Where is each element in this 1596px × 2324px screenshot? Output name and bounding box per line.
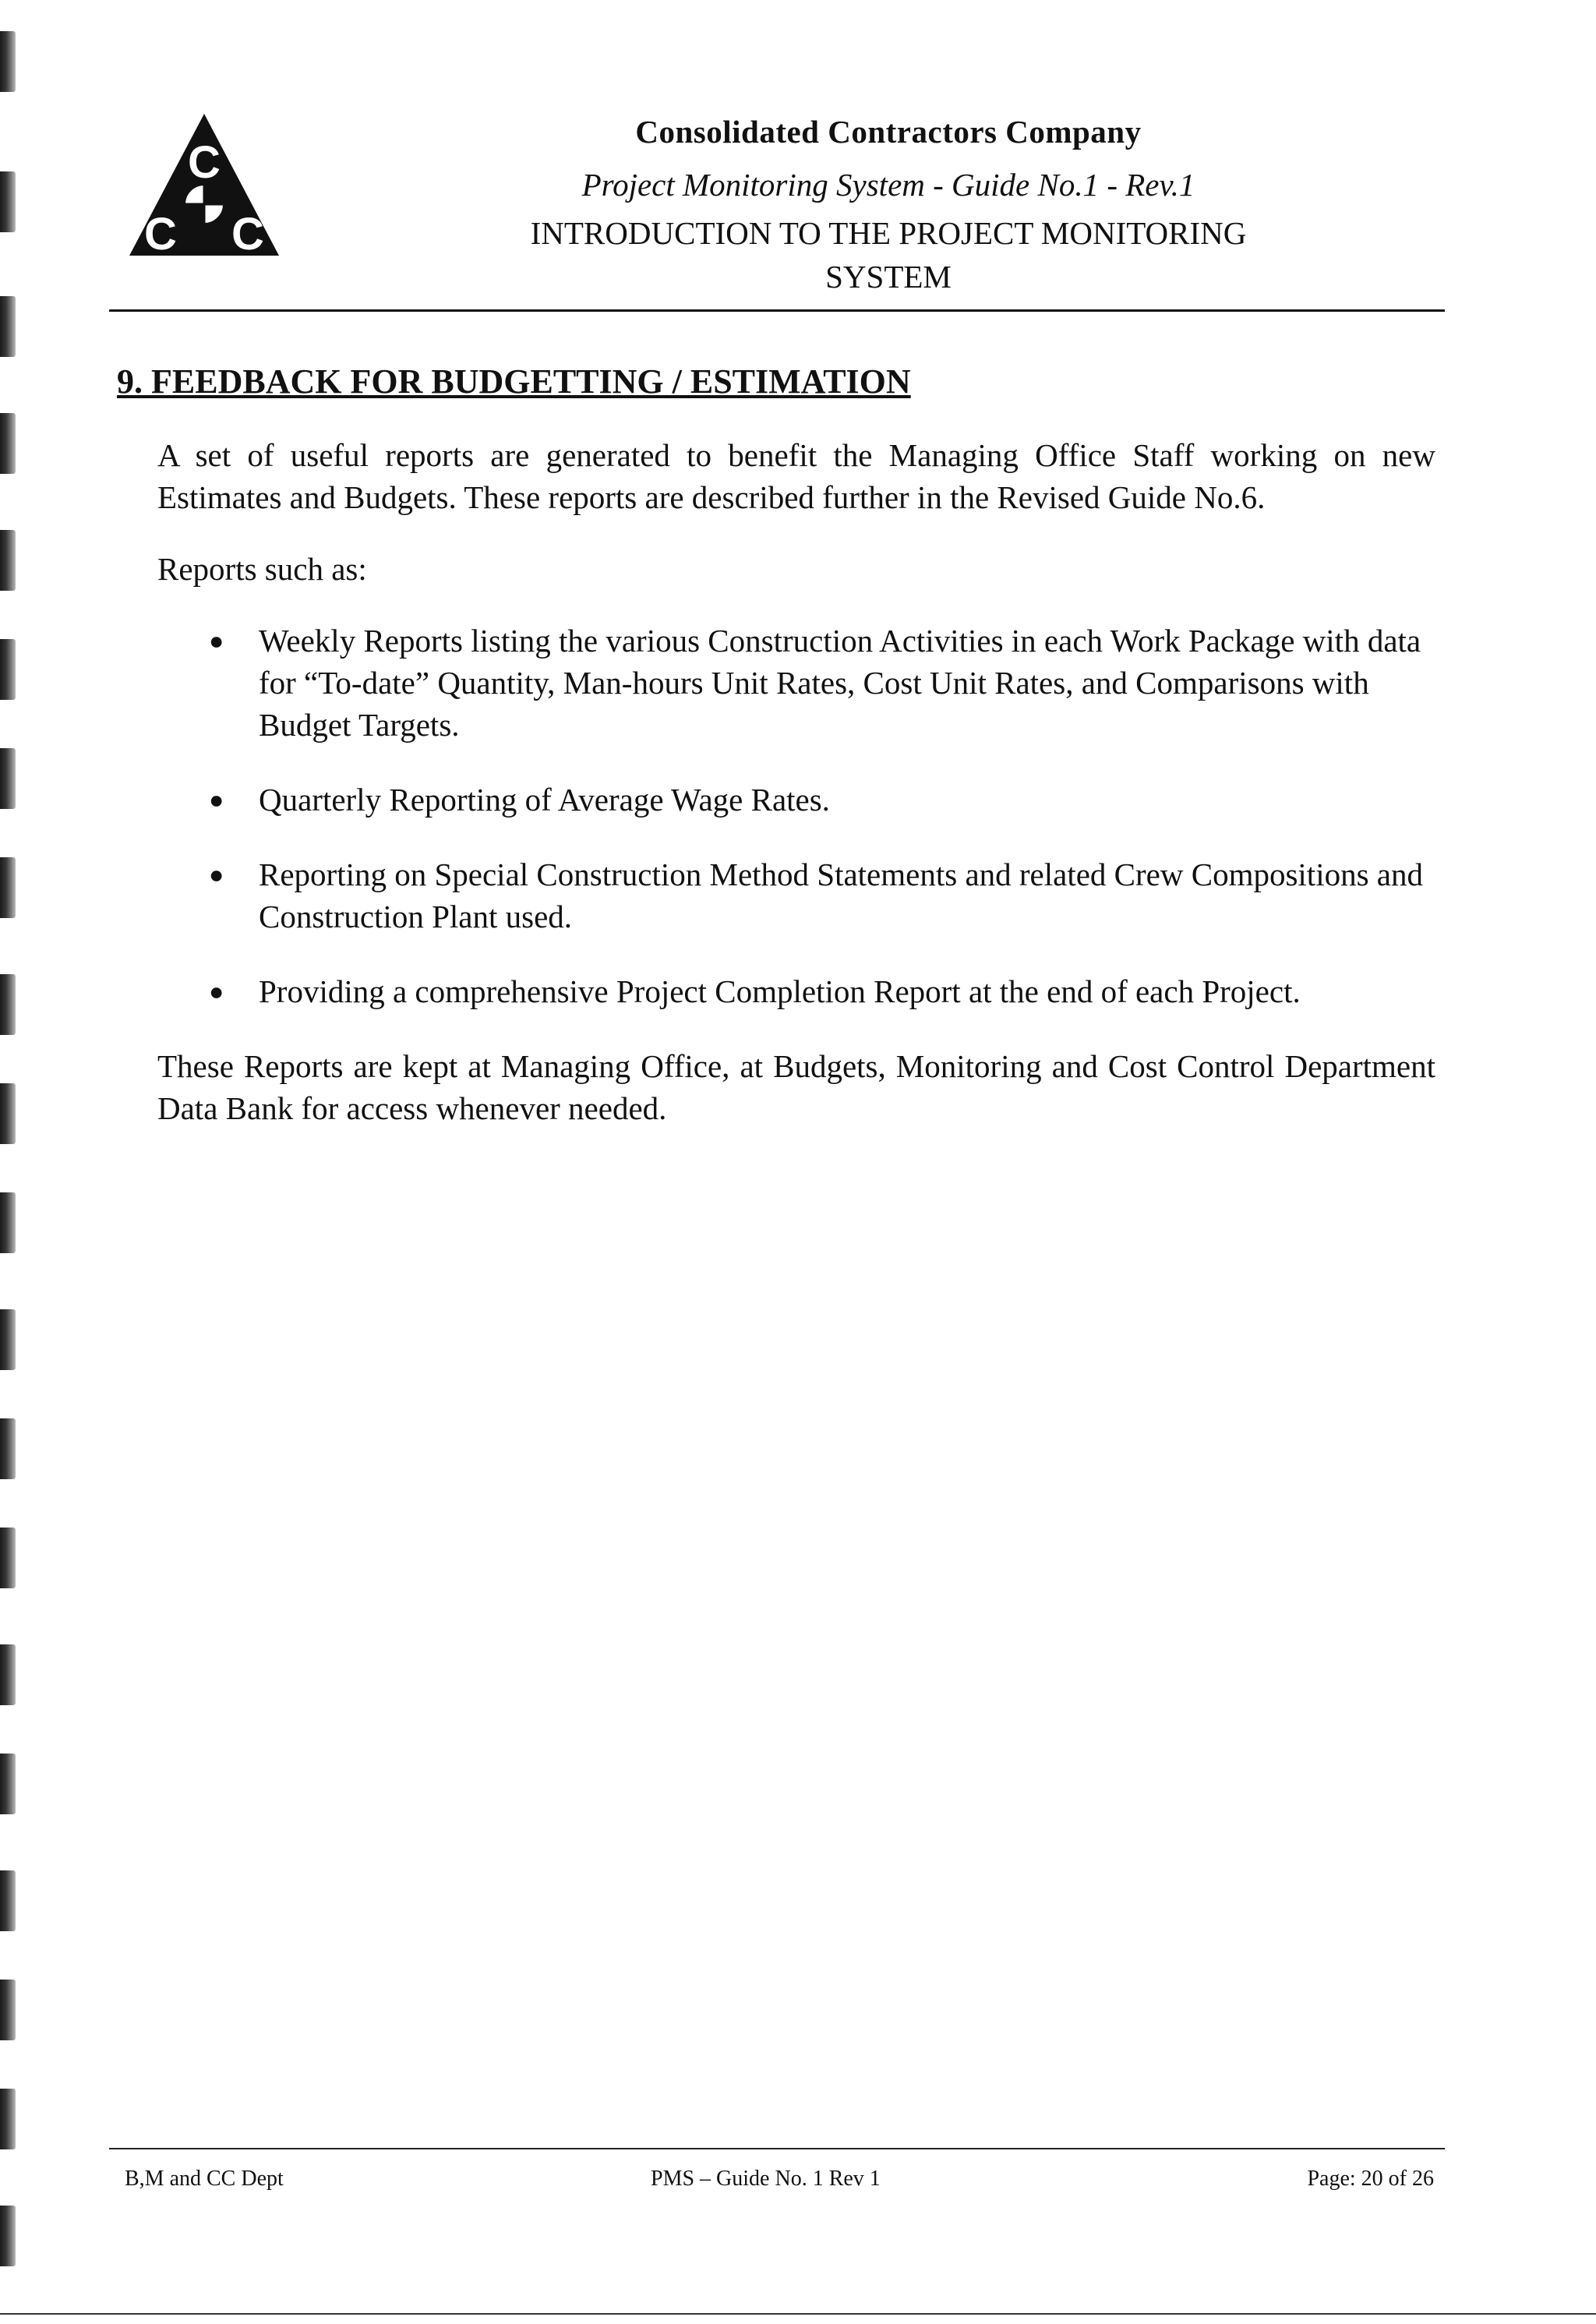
logo-letter-left: C	[144, 209, 177, 259]
company-name: Consolidated Contractors Company	[635, 114, 1142, 150]
lead-in-paragraph: Reports such as:	[157, 551, 367, 587]
bullet-icon: ●	[209, 786, 224, 814]
binding-hole	[0, 296, 16, 357]
binding-hole	[0, 1870, 16, 1931]
binding-hole	[0, 413, 16, 474]
binding-hole	[0, 171, 16, 232]
binding-hole	[0, 1754, 16, 1814]
list-item	[117, 853, 1443, 938]
logo-letter-right: C	[231, 209, 264, 259]
list-item-text: Providing a comprehensive Project Completion Report at the end of each Project.	[259, 973, 1301, 1009]
document-title-line-2: SYSTEM	[825, 259, 952, 295]
header-text-block	[343, 105, 1434, 298]
binding-hole	[0, 857, 16, 918]
header-divider	[109, 309, 1445, 312]
bullet-icon: ●	[209, 860, 224, 888]
list-item	[117, 620, 1443, 746]
binding-hole	[0, 1192, 16, 1253]
footer-divider	[109, 2148, 1445, 2149]
list-item-text: Quarterly Reporting of Average Wage Rates.	[259, 782, 830, 818]
list-item	[117, 970, 1443, 1012]
binding-hole	[0, 748, 16, 809]
page-footer	[125, 2167, 1434, 2198]
list-item	[117, 779, 1443, 821]
binding-hole	[0, 1980, 16, 2040]
binding-hole	[0, 530, 16, 591]
list-item-text: Reporting on Special Construction Method Statements and related Crew Compositions and Construction Plant used.	[259, 856, 1423, 934]
binding-hole	[0, 2206, 16, 2266]
logo-letter-top: C	[188, 137, 221, 188]
page-content	[117, 355, 1442, 1159]
list-item-text: Weekly Reports listing the various Construction Activities in each Work Package with data for “To-date” Quantity, Man-hours Unit Rates, Cost Unit Rates, and Comparisons with Budget Targets.	[259, 623, 1421, 743]
page-header	[109, 101, 1445, 312]
intro-paragraph: A set of useful reports are generated to benefit the Managing Office Staff working on new Estimates and Budgets. These reports are described further in the Revised Guide No.6.	[157, 437, 1435, 515]
bullet-icon: ●	[209, 977, 224, 1005]
binding-hole	[0, 974, 16, 1035]
binding-hole	[0, 2089, 16, 2149]
section-heading: 9. FEEDBACK FOR BUDGETTING / ESTIMATION	[117, 362, 911, 401]
footer-document-ref: PMS – Guide No. 1 Rev 1	[651, 2167, 881, 2191]
bullet-icon: ●	[209, 627, 224, 655]
document-title-line-1: INTRODUCTION TO THE PROJECT MONITORING	[530, 215, 1247, 251]
binding-edge	[0, 0, 20, 2324]
binding-hole	[0, 1644, 16, 1705]
binding-hole	[0, 1418, 16, 1479]
binding-hole	[0, 1309, 16, 1370]
binding-hole	[0, 1528, 16, 1588]
binding-hole	[0, 1083, 16, 1144]
binding-hole	[0, 639, 16, 700]
binding-hole	[0, 31, 16, 92]
document-subtitle: Project Monitoring System - Guide No.1 - Rev.1	[581, 167, 1195, 203]
footer-page-number: Page: 20 of 26	[1307, 2167, 1434, 2191]
ccc-triangle-logo-icon	[126, 109, 282, 259]
closing-paragraph: These Reports are kept at Managing Office, at Budgets, Monitoring and Cost Control Department Data Bank for access whenever needed.	[157, 1048, 1435, 1126]
page-bottom-edge	[0, 2313, 1596, 2315]
footer-department: B,M and CC Dept	[125, 2167, 284, 2191]
reports-list	[117, 620, 1442, 1012]
